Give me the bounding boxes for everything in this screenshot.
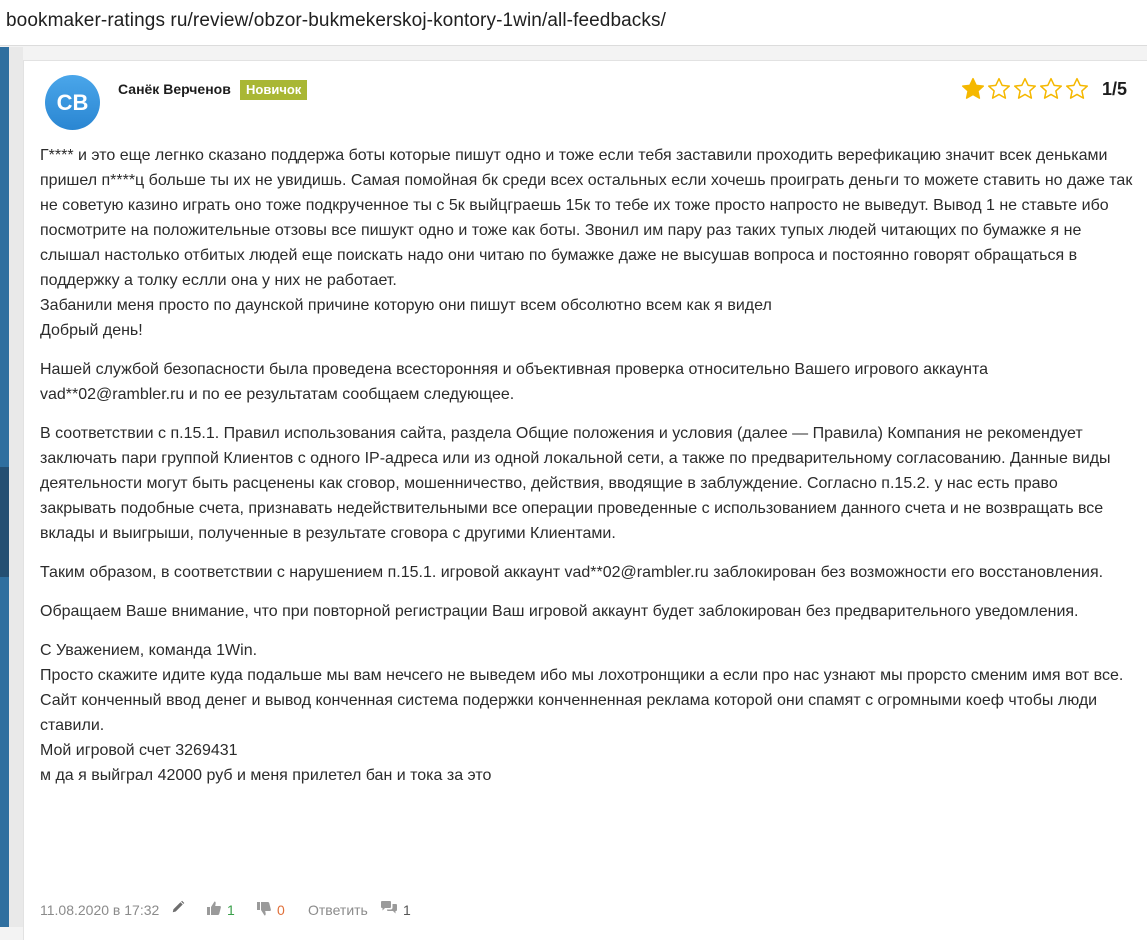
address-bar[interactable] <box>0 0 1147 46</box>
review-paragraph: Обращаем Ваше внимание, что при повторной регистрации Ваш игровой аккаунт будет заблокирован без предварительного уведомления. <box>40 603 1079 620</box>
comment-count: 1 <box>403 902 411 918</box>
review-paragraph: Нашей службой безопасности была проведена всесторонняя и объективная проверка относительно Вашего игрового аккаунта vad**02@rambler.ru и по ее результатам сообщаем следующее. <box>40 361 988 403</box>
review-text <box>40 143 1135 788</box>
comments-icon[interactable] <box>380 900 398 916</box>
review-date: 11.08.2020 в 17:32 <box>40 902 160 918</box>
like-count: 1 <box>227 902 235 918</box>
review-card <box>23 60 1147 940</box>
thumbs-down-icon[interactable] <box>256 901 272 917</box>
review-paragraph: Мой игровой счет 3269431 <box>40 742 238 759</box>
rating-stars <box>960 76 1090 102</box>
review-paragraph: Просто скажите идите куда подальше мы вам нечсего не выведем ибо мы лохотронщики а если про нас узнают мы прорсто сменим имя вот все. <box>40 667 1124 684</box>
rating-value: 1/5 <box>1102 79 1128 99</box>
review-paragraph: Забанили меня просто по даунской причине которую они пишут всем обсолютно всем как я видел <box>40 297 772 314</box>
review-paragraph: С Уважением, команда 1Win. <box>40 642 258 659</box>
thumbs-up-icon[interactable] <box>206 900 222 916</box>
star-icon <box>1038 76 1064 102</box>
review-paragraph: Добрый день! <box>40 322 143 339</box>
url-text[interactable]: bookmaker-ratings ru/review/obzor-bukmekerskoj-kontory-1win/all-feedbacks/ <box>6 10 666 31</box>
star-icon <box>1012 76 1038 102</box>
dislike-count: 0 <box>277 902 285 918</box>
review-paragraph: В соответствии с п.15.1. Правил использования сайта, раздела Общие положения и условия (далее — Правила) Компания не рекомендует заключать пари группой Клиентов с одного IP-адреса или из одной локальной сети, а также по предварительному согласованию. Данные виды деятельности могут быть расценены как сговор, мошенничество, действия, вводящие в заблуждение. Согласно п.15.2. у нас есть право закрывать подобные счета, признавать недействительными все операции проведенные с использованием данного счета и не возвращать все вклады и выигрыши, полученные в результате сговора с другими Клиентами. <box>40 425 1111 542</box>
review-paragraph: Сайт конченный ввод денег и вывод конченная система подержки конченненная реклама которой они спамят с огромными коеф чтобы люди ставили. <box>40 692 1098 734</box>
page-gutter <box>9 47 23 927</box>
avatar[interactable]: СВ <box>45 75 100 130</box>
left-accent-highlight <box>0 467 9 577</box>
star-icon <box>960 76 986 102</box>
review-paragraph: Г**** и это еще легнко сказано поддержа боты которые пишут одно и тоже если тебя заставили проходить верефикацию значит всек деньками пришел п****ц больше ты их не увидишь. Самая помойная бк среди всех остальных если хочешь проиграть деньги то можете ставить но даже так не советую казино играть оно тоже подкрученное ты с 5к выйцграешь 15к то тебе их тоже просто напросто не выведут. Вывод 1 не ставьте ибо посмотрите на положительные отзовы все пишукт одно и тоже как боты. Звонил им пару раз таких тупых людей читающих по бумажке я не слышал настолько отбитых людей еще поискать надо они читаю по бумажке даже не высушав вопроса и постоянно говорят обращаться в поддержку а толку еслли она у них не работает. <box>40 147 1133 289</box>
author-name[interactable]: Санёк Верченов <box>118 81 231 97</box>
review-paragraph: м да я выйграл 42000 руб и меня прилетел бан и тока за это <box>40 767 492 784</box>
review-paragraph: Таким образом, в соответствии с нарушением п.15.1. игровой аккаунт vad**02@rambler.ru заблокирован без возможности его восстановления. <box>40 564 1104 581</box>
pencil-icon[interactable] <box>171 900 185 914</box>
reply-link[interactable]: Ответить <box>308 902 368 918</box>
left-accent-bar <box>0 47 9 927</box>
status-badge: Новичок <box>240 80 307 100</box>
star-icon <box>986 76 1012 102</box>
star-icon <box>1064 76 1090 102</box>
